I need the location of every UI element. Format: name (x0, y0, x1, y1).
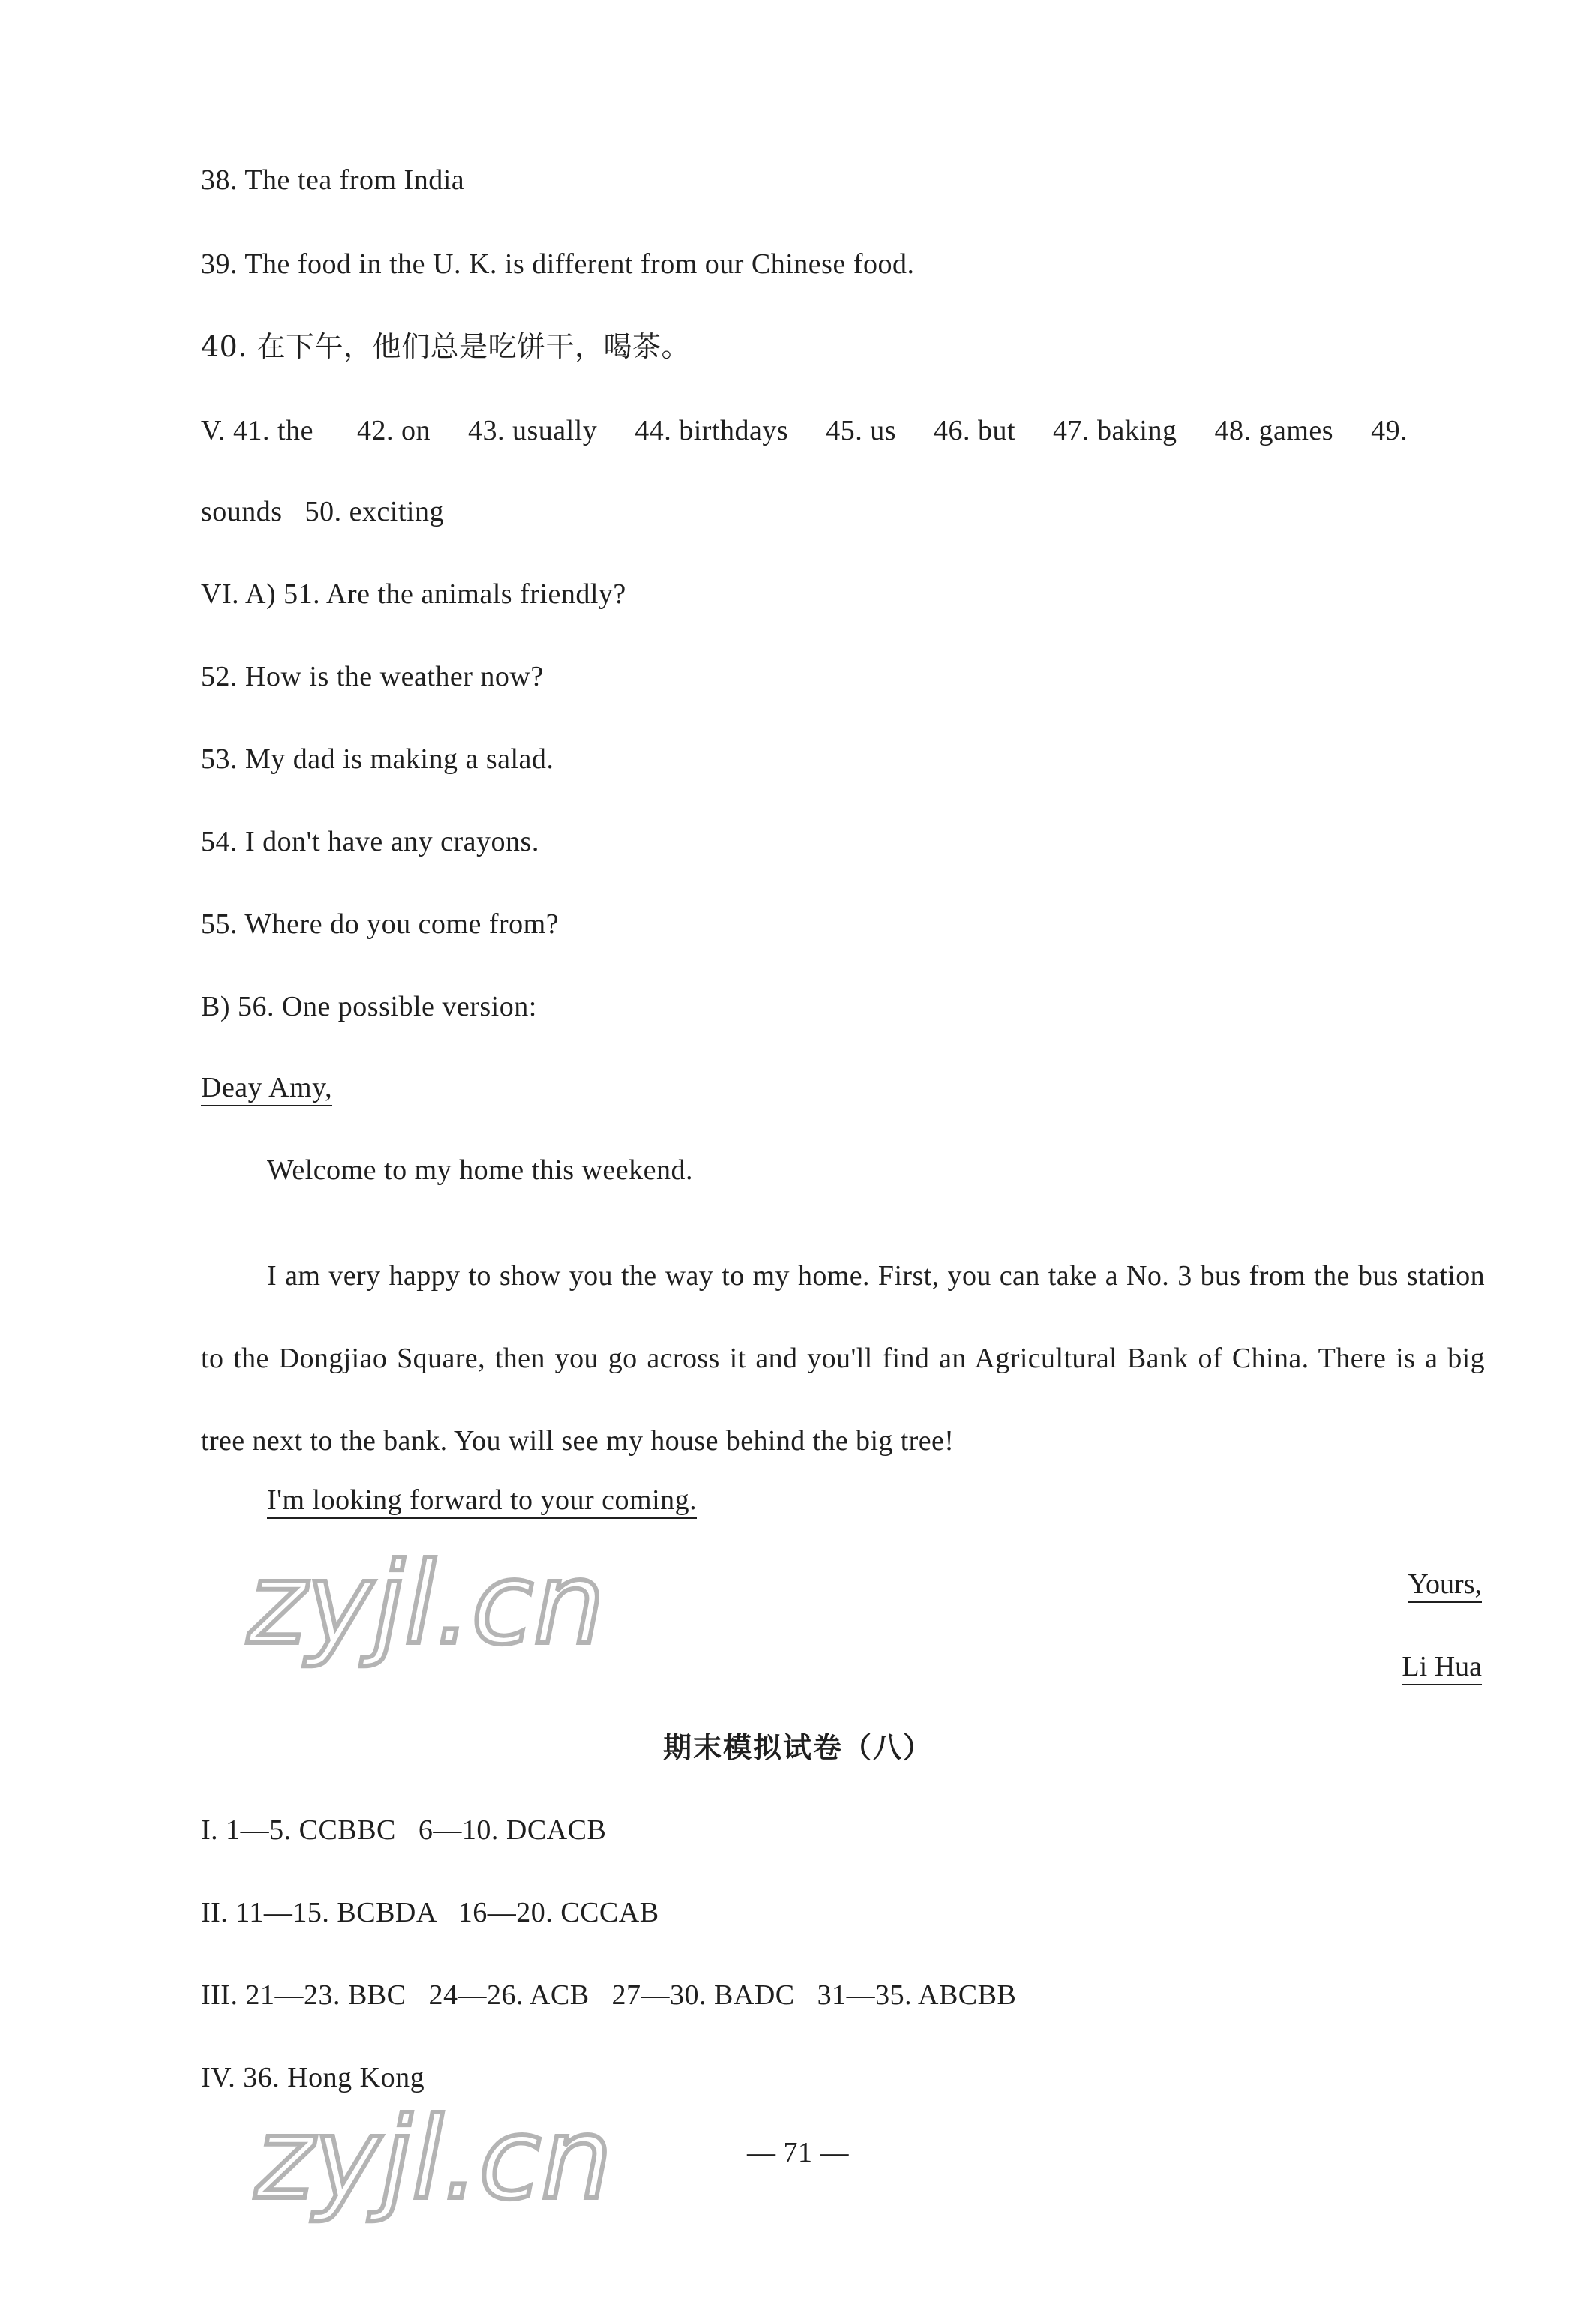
answer-45: 45. us (826, 415, 896, 446)
answer-51: VI. A) 51. Are the animals friendly? (201, 578, 626, 610)
letter-paragraph-1: Welcome to my home this weekend. (267, 1154, 694, 1186)
page-number: — 71 — (747, 2137, 849, 2168)
answers-part-4: IV. 36. Hong Kong (201, 2062, 425, 2093)
watermark-logo-bottom (255, 2094, 613, 2225)
paragraph-3-text: I'm looking forward to your coming. (267, 1484, 697, 1519)
answer-52: 52. How is the weather now? (201, 661, 544, 692)
answers-part-2: II. 11—15. BCBDA 16—20. CCCAB (201, 1897, 659, 1928)
section-title: 期末模拟试卷（八） (662, 1731, 933, 1764)
watermark-logo-top (248, 1539, 605, 1670)
letter-signature (1402, 1649, 1482, 1685)
answer-54: 54. I don't have any crayons. (201, 826, 539, 857)
answer-55: 55. Where do you come from? (201, 908, 560, 940)
answer-56: B) 56. One possible version: (201, 991, 537, 1022)
closing-text: Yours, (1408, 1568, 1482, 1603)
answer-46: 46. but (933, 415, 1016, 446)
signature-text: Li Hua (1402, 1651, 1482, 1685)
section-v-row-2: sounds 50. exciting (201, 496, 444, 527)
answers-part-3: III. 21—23. BBC 24—26. ACB 27—30. BADC 31—35. ABCBB (201, 1979, 1017, 2011)
letter-paragraph-3 (267, 1482, 697, 1518)
answers-part-1: I. 1—5. CCBBC 6—10. DCACB (201, 1814, 607, 1846)
answer-53: 53. My dad is making a salad. (201, 743, 554, 775)
answer-40: 40. 在下午，他们总是吃饼干，喝茶。 (201, 330, 691, 363)
answer-44: 44. birthdays (634, 415, 789, 446)
answer-48: 48. games (1214, 415, 1334, 446)
watermark-text-top: zyjl.cn (248, 1539, 605, 1670)
answer-43: 43. usually (467, 415, 598, 446)
answer-47: 47. baking (1053, 415, 1178, 446)
answer-38: 38. The tea from India (201, 164, 465, 196)
letter-closing (1408, 1566, 1482, 1602)
answer-41: V. 41. the (201, 415, 314, 446)
answer-42: 42. on (356, 415, 430, 446)
letter-salutation (201, 1070, 332, 1106)
watermark-text-bottom: zyjl.cn (255, 2094, 613, 2225)
salutation-text: Deay Amy, (201, 1072, 332, 1106)
answer-39: 39. The food in the U. K. is different from our Chinese food. (201, 248, 915, 280)
section-v-row-1 (201, 413, 1408, 449)
letter-paragraph-2: I am very happy to show you the way to my home. First, you can take a No. 3 bus from the bus station to the Dongjiao Square, then you go across it and you'll find an Agricultural Bank of China. There is a big tree next to the bank. You will see my house behind the big tree! (201, 1260, 1485, 1457)
answer-49: 49. (1371, 415, 1408, 446)
